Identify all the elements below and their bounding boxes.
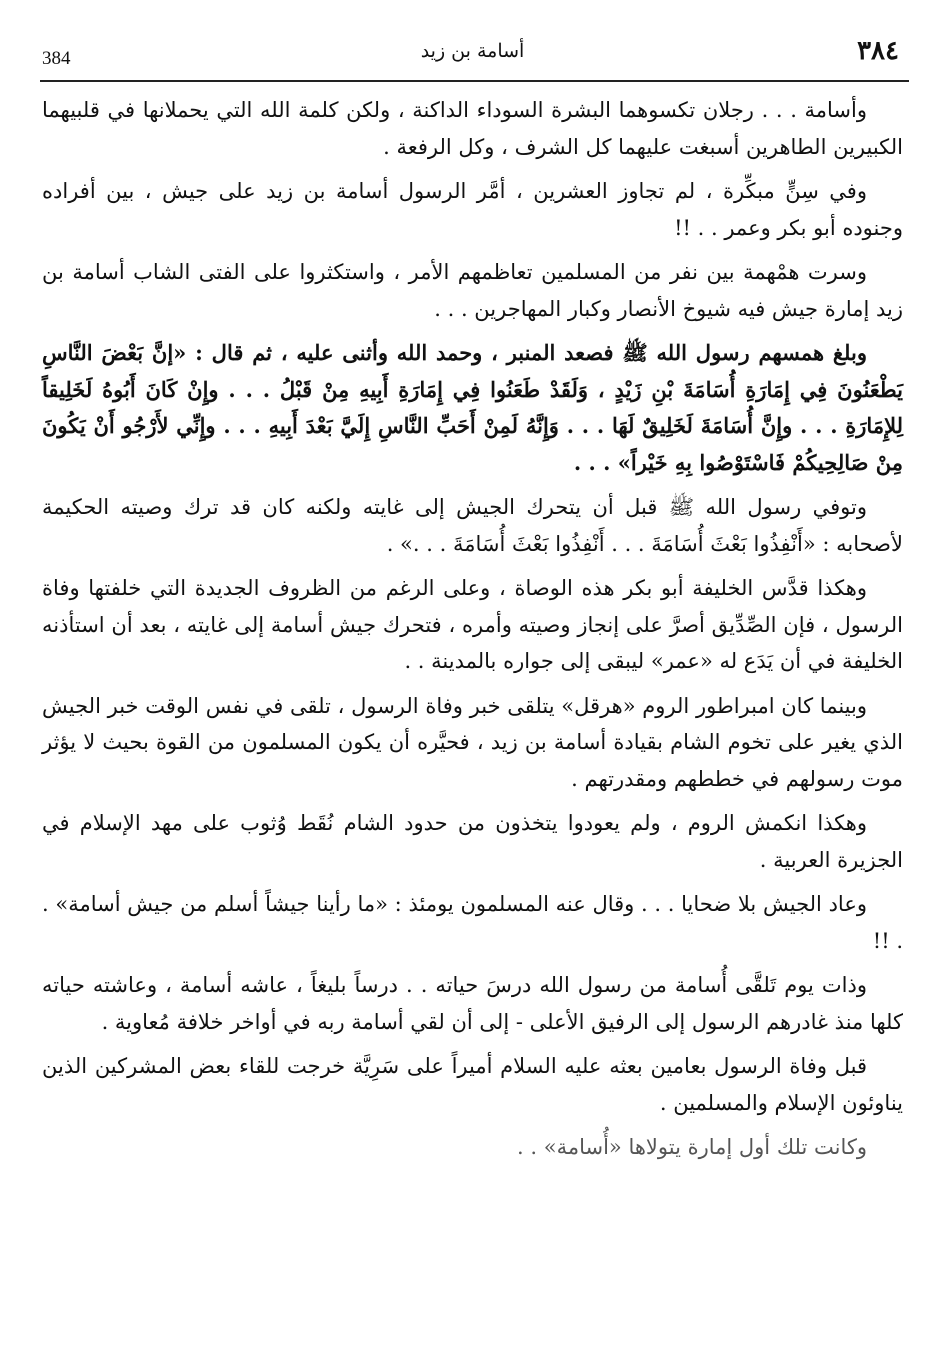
paragraph: قبل وفاة الرسول بعامين بعثه عليه السلام أميراً على سَرِيَّة خرجت للقاء بعض المشركين الذين يناوئون الإسلام والمسلمين . <box>42 1054 903 1115</box>
paragraph: وعاد الجيش بلا ضحايا . . . وقال عنه المسلمون يومئذ : «ما رأينا جيشاً أسلم من جيش أسامة» . . !! <box>42 892 903 953</box>
paragraph: وكانت تلك أول إمارة يتولاها «أُسامة» . . <box>517 1135 867 1159</box>
paragraph: وسرت همْهمة بين نفر من المسلمين تعاظمهم الأمر ، واستكثروا على الفتى الشاب أسامة بن زيد إمارة جيش فيه شيوخ الأنصار وكبار المهاجرين . . . <box>42 260 903 321</box>
paragraph: وفي سِنٍّ مبكِّرة ، لم تجاوز العشرين ، أمَّر الرسول أسامة بن زيد على جيش ، بين أفراده وجنوده أبو بكر وعمر . . !! <box>42 179 903 240</box>
page-body <box>42 92 903 1174</box>
paragraph: وهكذا قدَّس الخليفة أبو بكر هذه الوصاة ، وعلى الرغم من الظروف الجديدة التي خلفتها وفاة الرسول ، فإن الصِّدِّيق أصرَّ على إنجاز وصيته وأمره ، فتحرك جيش أسامة إلى غايته ، بعد أن استأذنه الخليفة في أن يَدَع له «عمر» ليبقى إلى جواره بالمدينة . . <box>42 576 903 673</box>
paragraph: وبينما كان امبراطور الروم «هرقل» يتلقى خبر وفاة الرسول ، تلقى في نفس الوقت خبر الجيش الذي يغير على تخوم الشام بقيادة أسامة بن زيد ، فحيَّره أن يكون المسلمون من القوة بحيث لا يؤثر موت رسولهم في خططهم ومقدرتهم . <box>42 693 903 791</box>
page-number-arabic: ٣٨٤ <box>857 36 899 66</box>
paragraph: وأسامة . . . رجلان تكسوهما البشرة السوداء الداكنة ، ولكن كلمة الله التي يحملانها في قلبيهما الكبيرين الطاهرين أسبغت عليهما كل الشرف ، وكل الرفعة . <box>42 98 903 159</box>
paragraph: وهكذا انكمش الروم ، ولم يعودوا يتخذون من حدود الشام نُقَط وُثوب على مهد الإسلام في الجزيرة العربية . <box>42 811 903 872</box>
page-number-latin: 384 <box>42 48 71 69</box>
paragraph: وبلغ همسهم رسول الله ﷺ فصعد المنبر ، وحمد الله وأثنى عليه ، ثم قال : «إنَّ بَعْضَ النَّاسِ يَطْعَنُونَ فِي إِمَارَةِ أُسَامَةَ بْنِ زَيْدٍ ، وَلَقَدْ طَعَنُوا فِي إِمَارَةِ أَبِيهِ مِنْ قَبْلُ . . . وإِنْ كَانَ أَبُوهُ لَخَلِيقاً لِلإِمَارَةِ . . . وإِنَّ أُسَامَةَ لَخَلِيقٌ لَهَا . . . وَإِنَّهُ لَمِنْ أَحَبِّ النَّاسِ إِلَيَّ بَعْدَ أَبِيهِ . . . وإِنِّي لأَرْجُو أَنْ يَكُونَ مِنْ صَالِحِيكُمْ فَاسْتَوْصُوا بِهِ خَيْراً» . . . <box>42 340 903 475</box>
header-divider <box>40 80 909 82</box>
page-header <box>42 36 903 78</box>
paragraph: وتوفي رسول الله ﷺ قبل أن يتحرك الجيش إلى غايته ولكنه كان قد ترك وصيته الحكيمة لأصحابه : «أَنْفِذُوا بَعْثَ أُسَامَةَ . . . أَنْفِذُوا بَعْثَ أُسَامَةَ . . .» . <box>42 495 903 556</box>
running-title: أسامة بن زيد <box>420 40 525 62</box>
paragraph: وذات يوم تَلقَّى أُسامة من رسول الله درسَ حياته . . درساً بليغاً ، عاشه أسامة ، وعاشته حياته كلها منذ غادرهم الرسول إلى الرفيق الأعلى - إلى أن لقي أسامة ربه في أواخر خلافة مُعاوية . <box>42 973 903 1034</box>
